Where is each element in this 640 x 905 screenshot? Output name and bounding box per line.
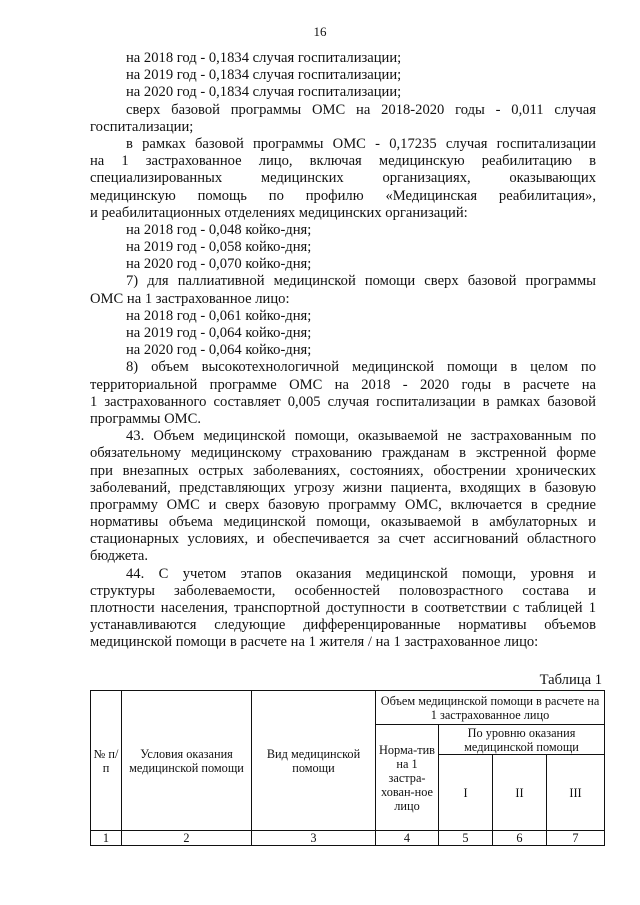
header-type: Вид медицинской помощи: [252, 691, 376, 831]
header-level-2: II: [493, 755, 547, 831]
text-line: в рамках базовой программы ОМС - 0,17235 случая госпитализации: [126, 135, 596, 152]
text-line: на 2018 год - 0,061 койко-дня;: [126, 307, 312, 324]
text-line: на 2019 год - 0,064 койко-дня;: [126, 325, 312, 341]
text-line: на 2019 год - 0,1834 случая госпитализации;: [126, 67, 402, 84]
text-line: 8) объем высокотехнологичной медицинской помощи в целом по: [126, 359, 596, 376]
text-line: заболеваний, представляющих угрозу жизни пациента, входящих в базовую: [90, 479, 596, 496]
text-line: обязательному медицинскому страхованию гражданам в экстренной форме: [90, 445, 596, 462]
text-line: программу ОМС и сверх базовую программу ОМС, включается в средние: [90, 496, 596, 513]
text-line: на 2018 год - 0,1834 случая госпитализации;: [126, 50, 402, 66]
table-caption: Таблица 1: [539, 672, 602, 688]
text-line: сверх базовой программы ОМС на 2018-2020 годы - 0,011 случая: [126, 101, 596, 118]
text-line: структуры заболеваемости, особенностей половозрастного состава и: [90, 582, 596, 599]
text-line: 1 застрахованного составляет 0,005 случая госпитализации в рамках базовой: [90, 393, 596, 410]
header-volume: Объем медицинской помощи в расчете на 1 застрахованное лицо: [376, 691, 605, 725]
text-line: устанавливаются следующие дифференцированные нормативы объемов: [90, 617, 596, 634]
text-line: 43. Объем медицинской помощи, оказываемой не застрахованным по: [126, 428, 596, 445]
header-level-3: III: [547, 755, 605, 831]
text-line: на 1 застрахованное лицо, включая медицинскую реабилитацию в: [90, 153, 596, 170]
text-line: на 2020 год - 0,064 койко-дня;: [126, 342, 312, 359]
header-num: № п/п: [91, 691, 122, 831]
header-norm: Норма-тив на 1 застра-хован-ное лицо: [376, 725, 439, 831]
document-body: [90, 50, 596, 652]
text-line: нормативы объема медицинской помощи, оказываемой в амбулаторных и: [90, 514, 596, 531]
text-line: ОМС на 1 застрахованное лицо:: [90, 290, 290, 307]
column-number: 6: [493, 831, 547, 846]
norms-table: [90, 690, 605, 846]
text-line: бюджета.: [90, 548, 149, 565]
text-line: на 2020 год - 0,1834 случая госпитализации;: [126, 84, 402, 101]
column-number: 1: [91, 831, 122, 846]
header-levels: По уровню оказания медицинской помощи: [439, 725, 605, 755]
header-conditions: Условия оказания медицинской помощи: [122, 691, 252, 831]
header-level-1: I: [439, 755, 493, 831]
column-number: 7: [547, 831, 605, 846]
text-line: госпитализации;: [90, 118, 194, 135]
text-line: 44. С учетом этапов оказания медицинской помощи, уровня и: [126, 565, 596, 582]
text-line: на 2020 год - 0,070 койко-дня;: [126, 256, 312, 273]
text-line: на 2019 год - 0,058 койко-дня;: [126, 239, 312, 256]
text-line: территориальной программе ОМС на 2018 - 2020 годы в расчете на: [90, 376, 596, 393]
text-line: медицинскую помощь по профилю «Медицинская реабилитация»,: [90, 187, 596, 204]
column-number: 2: [122, 831, 252, 846]
text-line: специализированных медицинских организациях, оказывающих: [90, 170, 596, 187]
text-line: 7) для паллиативной медицинской помощи сверх базовой программы: [126, 273, 596, 290]
text-line: и реабилитационных отделениях медицинских организаций:: [90, 204, 468, 221]
text-line: медицинской помощи в расчете на 1 жителя / на 1 застрахованное лицо:: [90, 634, 539, 651]
text-line: плотности населения, транспортной доступности в соответствии с таблицей 1: [90, 600, 596, 616]
column-number: 4: [376, 831, 439, 846]
text-line: стационарных условиях, и обеспечивается за счет ассигнований областного: [90, 531, 596, 548]
column-number: 3: [252, 831, 376, 846]
column-number: 5: [439, 831, 493, 846]
page-number: 16: [313, 24, 327, 39]
text-line: при внезапных острых заболеваниях, состояниях, обострении хронических: [90, 462, 596, 479]
text-line: на 2018 год - 0,048 койко-дня;: [126, 221, 312, 238]
text-line: программы ОМС.: [90, 410, 201, 427]
